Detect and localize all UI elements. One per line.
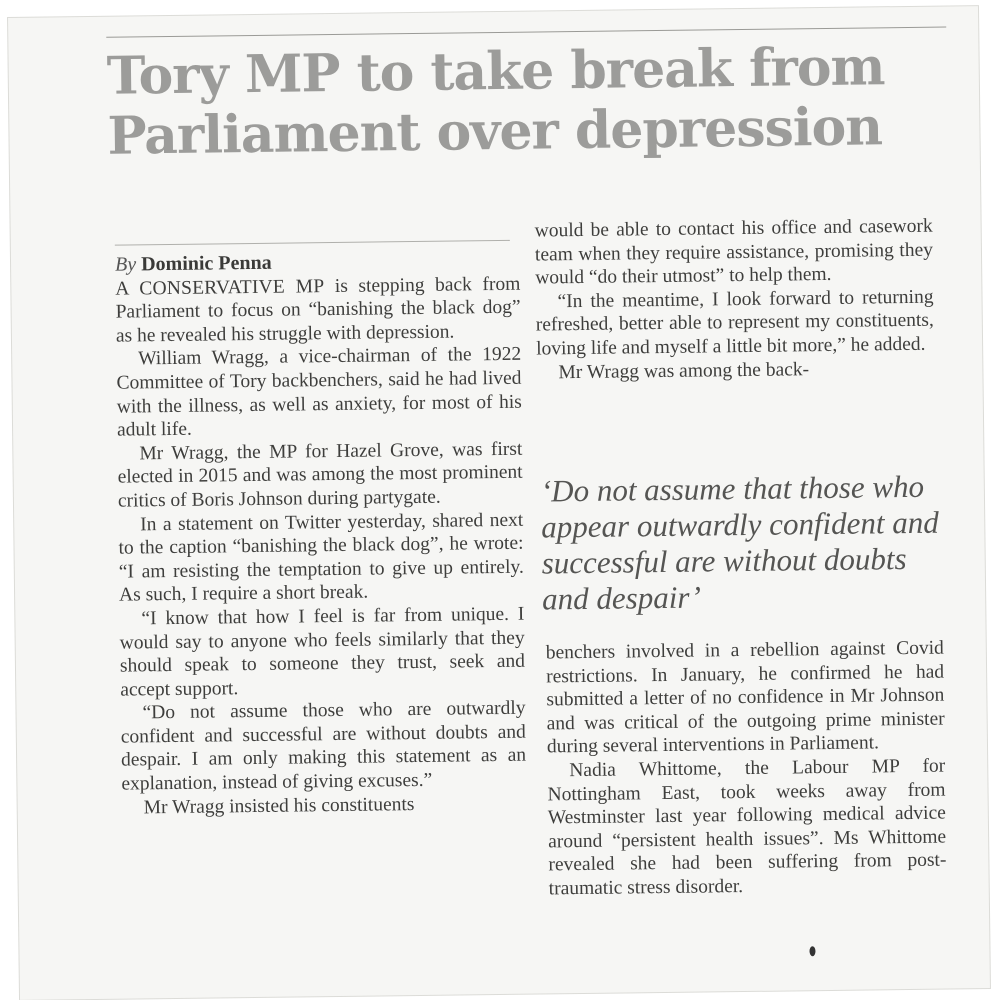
column-left [115,240,527,820]
paragraph: Nadia Whittome, the Labour MP for Nottingham East, took weeks away from Westminster last year following medical advice around “persistent health issues”. Ms Whittome revealed she had been suffering from post-traumatic stress disorder. [547,755,947,900]
lead-text: is stepping back from Parliament to focus on “banishing the black dog” as he revealed his struggle with depression. [115,273,521,347]
paragraph: William Wragg, a vice-chairman of the 1922 Committee of Tory backbenchers, said he had lived with the illness, as well as anxiety, for most of his adult life. [116,344,522,441]
column-right-bottom [546,637,947,901]
paragraph: Mr Wragg was among the back- [558,358,810,383]
byline-author: Dominic Penna [141,251,272,276]
newspaper-clipping [8,6,990,1000]
paragraph: “I know that how I feel is far from unique. I would say to anyone who feels similarly that they should speak to someone they trust, seek and accept support. [119,603,526,701]
paragraph: “Do not assume those who are outwardly confident and successful are without doubts and despair. I am only making this statement as an explanation, instead of giving excuses.” [120,697,527,795]
headline: Tory MP to take break from Parliament over depression [106,36,885,167]
paragraph: benchers involved in a rebellion against Covid restrictions. In January, he confirmed he had submitted a letter of no confidence in Mr Johnson and was critical of the outgoing prime minister during several interventions in Parliament. [545,637,945,758]
ink-speck [809,946,815,956]
column-right-top [535,215,935,385]
pull-quote: ‘Do not assume that those who appear outwardly confident and successful are without doubts and despair’ [540,468,939,617]
paragraph-lead [115,272,521,348]
paragraph: In a statement on Twitter yesterday, shared next to the caption “banishing the black dog”, he wrote: “I am resisting the temptation to give up entirely. As such, I require a short break. [118,509,524,606]
paragraph: Mr Wragg, the MP for Hazel Grove, was first elected in 2015 and was among the most prominent critics of Boris Johnson during partygate. [117,438,523,512]
byline-rule [115,240,510,246]
paragraph: Mr Wragg insisted his constituents [143,793,415,819]
lead-caps: A CONSERVATIVE MP [115,275,325,300]
paragraph: “In the meantime, I look forward to returning refreshed, better able to represent my constituents, loving life and myself a little bit more,” he added. [535,286,934,360]
byline-prefix: By [114,253,137,276]
paragraph: would be able to contact his office and casework team when they require assistance, promising they would “do their utmost” to help them. [534,215,934,289]
